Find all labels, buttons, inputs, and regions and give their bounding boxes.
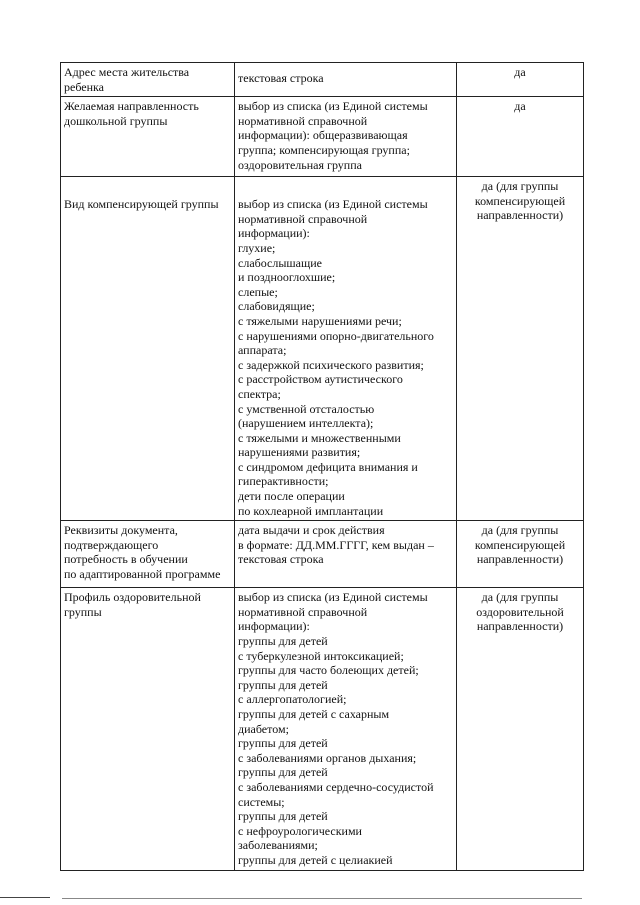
- field-required-cell: [457, 177, 584, 521]
- format-text-line: информации):: [238, 226, 310, 241]
- name-text-line: Адрес места жительства: [64, 65, 190, 79]
- format-text-line: группы для детей: [238, 809, 328, 824]
- name-text-line: Вид компенсирующей группы: [64, 197, 219, 212]
- format-text-line: аппарата;: [238, 343, 287, 358]
- format-text-line: нарушениями развития;: [238, 445, 361, 460]
- name-text-line: Желаемая направленность: [64, 99, 199, 114]
- name-text-line: Профиль оздоровительной: [64, 590, 201, 605]
- format-text-line: с расстройством аутистического: [238, 372, 403, 387]
- format-text-line: гиперактивности;: [238, 474, 329, 489]
- format-text-line: заболеваниями;: [238, 838, 318, 853]
- format-text-line: информации): общеразвивающая: [238, 128, 408, 143]
- format-text-line: группы для часто болеющих детей;: [238, 663, 419, 678]
- name-text-line: по адаптированной программе: [64, 567, 221, 582]
- format-text-line: с тяжелыми нарушениями речи;: [238, 313, 402, 328]
- format-text-line: нормативной справочной: [238, 113, 368, 128]
- format-text-line: с туберкулезной интоксикацией;: [238, 648, 404, 663]
- format-text-line: глухие;: [238, 240, 276, 255]
- format-text-line: оздоровительная группа: [238, 157, 362, 172]
- scan-artifact: [0, 897, 50, 898]
- field-required-cell: [457, 97, 584, 177]
- format-text-line: группы для детей с сахарным: [238, 707, 390, 721]
- field-name-cell: [61, 97, 235, 177]
- format-text-line: по кохлеарной имплантации: [238, 503, 384, 518]
- format-text-line: группы для детей: [238, 765, 328, 780]
- format-text-line: дети после операции: [238, 489, 345, 504]
- required-text-line: да (для группы: [481, 590, 559, 605]
- format-text-line: дата выдачи и срок действия: [238, 523, 385, 538]
- name-text-line: Реквизиты документа,: [64, 523, 178, 538]
- required-text-line: направленности): [476, 208, 564, 223]
- field-name-cell: [61, 177, 235, 521]
- format-text-line: выбор из списка (из Единой системы: [238, 197, 428, 212]
- required-text-line: да: [514, 65, 526, 79]
- required-text-line: направленности): [476, 619, 564, 634]
- table-row: [61, 97, 584, 177]
- format-text-line: текстовая строка: [238, 71, 324, 85]
- field-name-cell: [61, 521, 235, 588]
- format-text-line: группы для детей: [238, 634, 328, 649]
- field-format-cell: [235, 588, 457, 870]
- format-text-line: в формате: ДД.ММ.ГГГГ, кем выдан –: [238, 537, 434, 552]
- format-text-line: и позднооглохшие;: [238, 270, 336, 285]
- format-text-line: слепые;: [238, 284, 278, 299]
- format-text-line: слабовидящие;: [238, 299, 315, 314]
- format-text-line: с заболеваниями сердечно-сосудистой: [238, 779, 434, 794]
- requirements-table: [60, 62, 584, 871]
- format-text-line: нормативной справочной: [238, 211, 368, 226]
- field-format-cell: [235, 63, 457, 97]
- format-text-line: с нарушениями опорно-двигательного: [238, 328, 434, 343]
- required-text-line: оздоровительной: [476, 604, 564, 619]
- format-text-line: выбор из списка (из Единой системы: [238, 99, 428, 114]
- required-text-line: компенсирующей: [474, 193, 566, 208]
- format-text-line: с задержкой психического развития;: [238, 357, 424, 372]
- required-text-line: да (для группы: [481, 523, 559, 538]
- format-text-line: группа; компенсирующая группа;: [238, 142, 410, 157]
- name-text-line: потребность в обучении: [64, 552, 188, 567]
- format-text-line: группы для детей: [238, 736, 328, 751]
- name-text-line: ребенка: [64, 79, 104, 94]
- field-name-cell: [61, 63, 235, 97]
- name-text-line: дошкольной группы: [64, 113, 168, 128]
- required-text-line: направленности): [476, 552, 564, 567]
- format-text-line: выбор из списка (из Единой системы: [238, 590, 428, 605]
- format-text-line: (нарушением интеллекта);: [238, 416, 374, 431]
- format-text-line: диабетом;: [238, 721, 289, 736]
- format-text-line: текстовая строка: [238, 552, 324, 567]
- required-text-line: да: [514, 99, 526, 114]
- field-format-cell: [235, 97, 457, 177]
- format-text-line: группы для детей: [238, 677, 328, 692]
- format-text-line: информации):: [238, 619, 310, 634]
- format-text-line: нормативной справочной: [238, 604, 368, 619]
- format-text-line: с умственной отсталостью: [238, 401, 375, 416]
- name-text-line: группы: [64, 604, 102, 619]
- format-text-line: с синдромом дефицита внимания и: [238, 459, 418, 474]
- format-text-line: системы;: [238, 794, 285, 809]
- table-row: [61, 521, 584, 588]
- field-required-cell: [457, 588, 584, 870]
- format-text-line: с тяжелыми и множественными: [238, 430, 401, 445]
- format-text-line: спектра;: [238, 386, 281, 401]
- table-row: [61, 177, 584, 521]
- field-name-cell: [61, 588, 235, 870]
- format-text-line: с нефроурологическими: [238, 823, 362, 838]
- format-text-line: с аллергопатологией;: [238, 692, 347, 707]
- required-text-line: компенсирующей: [474, 537, 566, 552]
- field-format-cell: [235, 521, 457, 588]
- scan-artifact: [62, 898, 582, 899]
- table-row: [61, 588, 584, 870]
- name-text-line: подтверждающего: [64, 537, 159, 552]
- format-text-line: слабослышащие: [238, 255, 322, 270]
- field-format-cell: [235, 177, 457, 521]
- format-text-line: с заболеваниями органов дыхания;: [238, 750, 417, 765]
- field-required-cell: [457, 63, 584, 97]
- table-row: [61, 63, 584, 97]
- format-text-line: группы для детей с целиакией: [238, 852, 393, 867]
- table-body: [61, 63, 584, 871]
- field-required-cell: [457, 521, 584, 588]
- required-text-line: да (для группы: [481, 179, 559, 194]
